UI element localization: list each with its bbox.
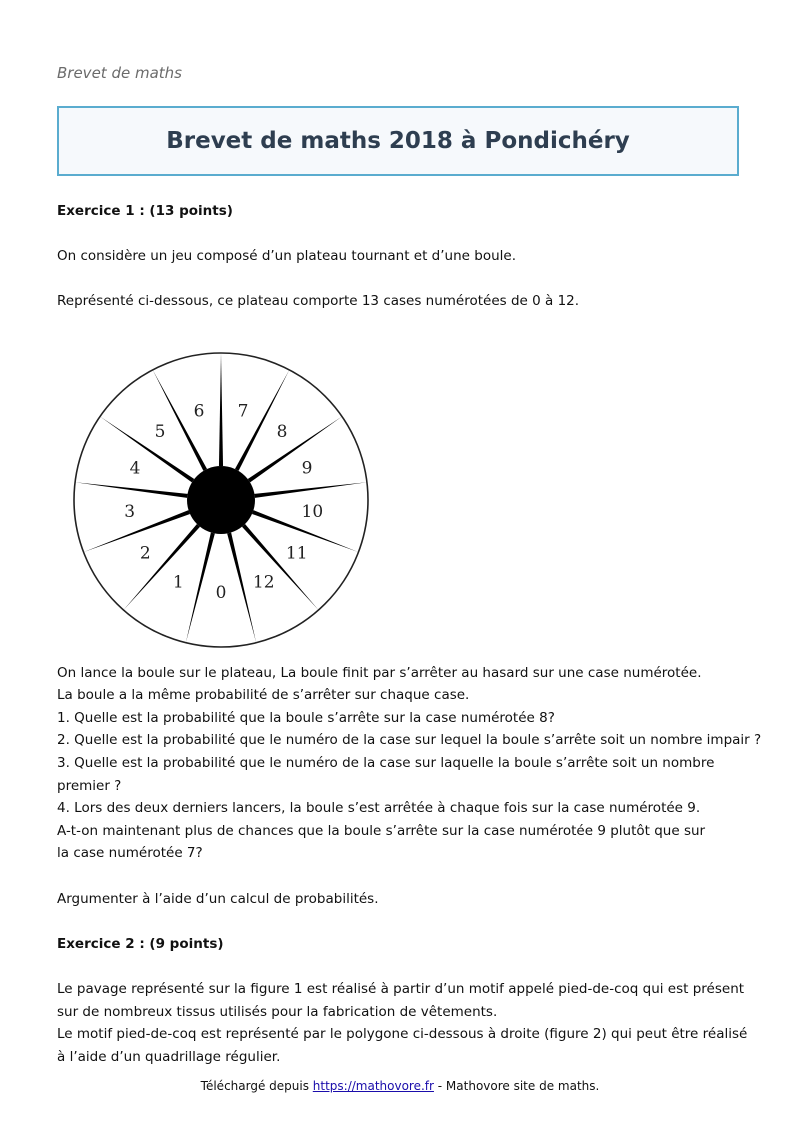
text-line: La boule a la même probabilité de s’arrêter sur chaque case. — [57, 687, 470, 703]
text-line: sur de nombreux tissus utilisés pour la fabrication de vêtements. — [57, 1004, 498, 1020]
wheel-number-11: 11 — [285, 543, 308, 564]
question-1: 1. Quelle est la probabilité que la boule s’arrête sur la case numérotée 8? — [57, 710, 555, 726]
question-3-cont: premier ? — [57, 778, 122, 794]
page-title: Brevet de maths 2018 à Pondichéry — [166, 128, 630, 154]
question-3: 3. Quelle est la probabilité que le numéro de la case sur laquelle la boule s’arrête soit un nombre — [57, 755, 715, 771]
exercise2-heading: Exercice 2 : (9 points) — [57, 936, 224, 952]
roulette-wheel-figure — [70, 348, 374, 652]
exercise1-closing: Argumenter à l’aide d’un calcul de probabilités. — [57, 891, 379, 907]
wheel-number-10: 10 — [301, 502, 324, 523]
wheel-number-7: 7 — [237, 401, 249, 422]
exercise1-heading: Exercice 1 : (13 points) — [57, 203, 233, 219]
footer-suffix: - Mathovore site de maths. — [433, 1079, 600, 1093]
text-line: On lance la boule sur le plateau, La boule finit par s’arrêter au hasard sur une case numérotée. — [57, 665, 702, 681]
text-line: Le pavage représenté sur la figure 1 est réalisé à partir d’un motif appelé pied-de-coq qui est présent — [57, 981, 745, 997]
question-2: 2. Quelle est la probabilité que le numéro de la case sur lequel la boule s’arrête soit un nombre impair ? — [57, 732, 762, 748]
question-4-cont: la case numérotée 7? — [57, 845, 203, 861]
wheel-number-0: 0 — [215, 583, 227, 603]
question-4-cont: A-t-on maintenant plus de chances que la boule s’arrête sur la case numérotée 9 plutôt que sur — [57, 823, 706, 839]
text-line: à l’aide d’un quadrillage régulier. — [57, 1049, 281, 1065]
exercise1-intro-1: On considère un jeu composé d’un plateau tournant et d’une boule. — [57, 248, 516, 264]
text-line: Le motif pied-de-coq est représenté par le polygone ci-dessous à droite (figure 2) qui peut être réalisé — [57, 1026, 748, 1042]
question-4: 4. Lors des deux derniers lancers, la boule s’est arrêtée à chaque fois sur la case numérotée 9. — [57, 800, 701, 816]
page-footer — [0, 1079, 800, 1093]
footer-prefix: Téléchargé depuis — [200, 1079, 313, 1093]
running-header: Brevet de maths — [57, 64, 182, 82]
wheel-number-4: 4 — [129, 458, 141, 479]
wheel-number-9: 9 — [301, 458, 313, 479]
wheel-hub — [187, 466, 255, 534]
wheel-number-2: 2 — [139, 543, 151, 564]
wheel-number-3: 3 — [124, 502, 136, 523]
wheel-number-5: 5 — [154, 422, 166, 443]
title-box — [57, 106, 739, 176]
exercise1-intro-2: Représenté ci-dessous, ce plateau comporte 13 cases numérotées de 0 à 12. — [57, 293, 580, 309]
wheel-number-8: 8 — [276, 422, 288, 443]
wheel-number-6: 6 — [193, 401, 205, 422]
wheel-number-12: 12 — [252, 572, 275, 593]
footer-link[interactable]: https://mathovore.fr — [312, 1079, 434, 1093]
wheel-number-1: 1 — [172, 572, 184, 593]
